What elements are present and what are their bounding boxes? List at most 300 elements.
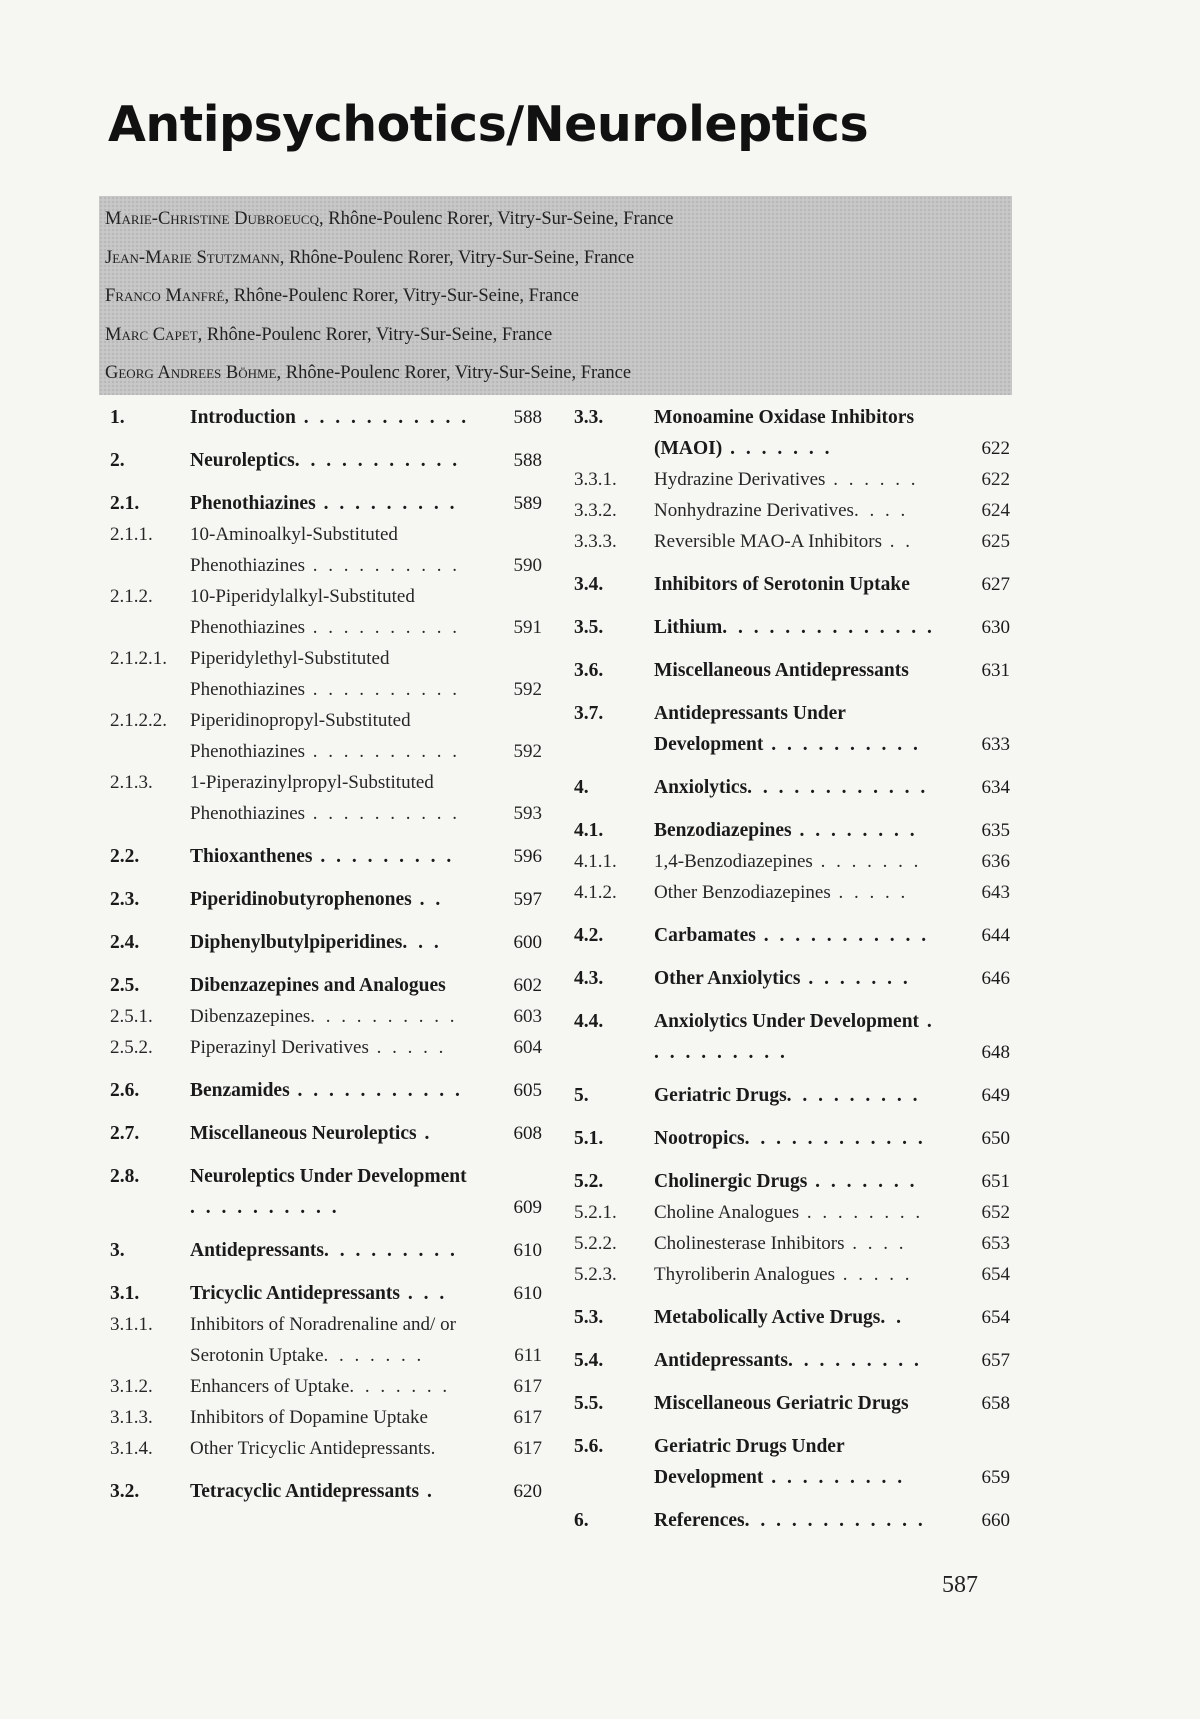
toc-entry-text: Other Tricyclic Antidepressants.	[190, 1438, 436, 1459]
toc-entry-page: 646	[981, 968, 1010, 989]
toc-entry-title	[654, 1302, 1010, 1333]
toc-entry	[574, 815, 1010, 846]
toc-entry-title	[190, 1001, 542, 1032]
toc-entry-text: Benzodiazepines	[654, 820, 792, 841]
toc-entry	[574, 1080, 1010, 1111]
toc-entry-text: Monoamine Oxidase Inhibitors (MAOI)	[654, 407, 915, 459]
toc-entry-title	[190, 767, 542, 829]
toc-leader-dots: . . . . . . . . . . .	[294, 450, 461, 471]
toc-entry-text: Anxiolytics Under Development	[654, 1011, 920, 1032]
toc-entry-number: 3.3.2.	[574, 500, 617, 521]
toc-entry-text: Geriatric Drugs Under Development	[654, 1436, 845, 1488]
toc-leader-dots: . . . .	[853, 500, 909, 521]
toc-leader-dots: . . . . . . . . . .	[310, 1006, 458, 1027]
toc-entry	[110, 1402, 542, 1433]
toc-entry-text: Piperazinyl Derivatives	[190, 1037, 369, 1058]
toc-entry-title	[654, 877, 1010, 908]
toc-entry-page: 651	[981, 1171, 1010, 1192]
toc-entry-title	[654, 963, 1010, 994]
toc-entry-title	[190, 1118, 542, 1149]
author-affiliation: , Rhône-Poulenc Rorer, Vitry-Sur-Seine, France	[319, 209, 674, 229]
toc-entry-text: Antidepressants	[190, 1240, 324, 1261]
toc-entry-number: 2.3.	[110, 889, 140, 910]
toc-leader-dots: . . . . . . . . . . . .	[744, 1128, 926, 1149]
toc-entry-title	[190, 705, 542, 767]
toc-entry-number: 3.5.	[574, 617, 604, 638]
author-name: Marc Capet	[105, 324, 198, 345]
toc-leader-dots: . . . . . . . . . .	[305, 617, 461, 638]
toc-entry-page: 652	[981, 1202, 1010, 1223]
toc-entry-text: Anxiolytics	[654, 777, 748, 798]
toc-entry	[574, 877, 1010, 908]
toc-entry-text: Inhibitors of Serotonin Uptake	[654, 574, 910, 595]
toc-entry-number: 2.1.2.	[110, 586, 153, 607]
toc-entry-page: 588	[513, 407, 542, 428]
toc-entry-text: Nonhydrazine Derivatives	[654, 500, 854, 521]
toc-entry	[574, 1197, 1010, 1228]
toc-leader-dots: . . . . . . . . . . . . . .	[722, 617, 935, 638]
toc-entry-text: Dibenzazepines	[190, 1006, 311, 1027]
toc-entry	[110, 767, 542, 829]
toc-entry-number: 5.6.	[574, 1436, 604, 1457]
toc-entry-number: 2.2.	[110, 846, 140, 867]
toc-entry-page: 610	[513, 1283, 542, 1304]
toc-entry-number: 2.	[110, 450, 125, 471]
toc-entry-number: 2.7.	[110, 1123, 140, 1144]
toc-entry-text: Inhibitors of Dopamine Uptake	[190, 1407, 428, 1428]
toc-entry-number: 3.7.	[574, 703, 604, 724]
toc-entry-page: 592	[513, 741, 542, 762]
toc-entry-title	[654, 846, 1010, 877]
toc-entry-text: Piperidylethyl-Substituted Phenothiazines	[190, 648, 390, 700]
author-line	[105, 244, 1012, 283]
toc-leader-dots: . . . . .	[830, 882, 909, 903]
toc-entry-page: 649	[981, 1085, 1010, 1106]
toc-entry-title	[654, 1006, 1010, 1068]
toc-leader-dots: . . . . . . . . . . . .	[744, 1510, 926, 1531]
toc-entry-page: 600	[513, 932, 542, 953]
toc-leader-dots: . . . . . . . . . .	[305, 555, 461, 576]
toc-entry	[574, 846, 1010, 877]
toc-leader-dots: . . . . . . . .	[799, 1202, 924, 1223]
toc-entry-title	[654, 1197, 1010, 1228]
toc-entry	[110, 1235, 542, 1266]
toc-entry-page: 627	[981, 574, 1010, 595]
toc-leader-dots: . . . . . . . . . .	[654, 1011, 935, 1063]
toc-leader-dots: . .	[880, 1307, 904, 1328]
toc-entry-number: 4.2.	[574, 925, 604, 946]
toc-entry	[110, 581, 542, 643]
toc-entry-title	[654, 612, 1010, 643]
toc-entry-page: 624	[981, 500, 1010, 521]
toc-entry	[574, 1228, 1010, 1259]
toc-entry-title	[654, 1259, 1010, 1290]
toc-entry-text: Other Benzodiazepines	[654, 882, 831, 903]
toc-entry	[574, 1431, 1010, 1493]
toc-entry	[110, 1278, 542, 1309]
toc-entry-text: Reversible MAO-A Inhibitors	[654, 531, 882, 552]
toc-entry-text: Carbamates	[654, 925, 756, 946]
author-name: Jean-Marie Stutzmann	[105, 247, 280, 268]
toc-entry-number: 5.3.	[574, 1307, 604, 1328]
toc-entry-page: 648	[981, 1042, 1010, 1063]
toc-leader-dots: . . . . . . . . . .	[305, 741, 461, 762]
toc-entry-page: 617	[513, 1438, 542, 1459]
toc-entry-text: Cholinergic Drugs	[654, 1171, 808, 1192]
toc-entry-number: 2.4.	[110, 932, 140, 953]
toc-entry-page: 660	[981, 1510, 1010, 1531]
toc-entry-number: 3.4.	[574, 574, 604, 595]
toc-entry-page: 654	[981, 1307, 1010, 1328]
toc-entry-text: Thioxanthenes	[190, 846, 313, 867]
toc-leader-dots: . . . . . .	[825, 469, 919, 490]
toc-leader-dots: . . . . . . . .	[791, 820, 918, 841]
toc-leader-dots: . . .	[402, 932, 442, 953]
toc-entry	[574, 772, 1010, 803]
toc-entry-title	[190, 1161, 542, 1223]
toc-leader-dots: . .	[881, 531, 913, 552]
toc-entry-title	[190, 1309, 542, 1371]
toc-entry-title	[654, 1166, 1010, 1197]
toc-entry-number: 2.5.1.	[110, 1006, 153, 1027]
toc-entry-text: Diphenylbutylpiperidines	[190, 932, 403, 953]
toc-entry-number: 5.2.3.	[574, 1264, 617, 1285]
toc-entry-number: 5.2.2.	[574, 1233, 617, 1254]
toc-entry-text: Metabolically Active Drugs	[654, 1307, 881, 1328]
toc-entry	[574, 963, 1010, 994]
toc-entry-title	[190, 1433, 542, 1464]
toc-entry-page: 657	[981, 1350, 1010, 1371]
toc-entry-text: Miscellaneous Geriatric Drugs	[654, 1393, 909, 1414]
toc-entry-number: 3.6.	[574, 660, 604, 681]
toc-entry-number: 3.2.	[110, 1481, 140, 1502]
toc-entry-page: 631	[981, 660, 1010, 681]
toc-entry-title	[190, 841, 542, 872]
toc-entry-page: 622	[981, 469, 1010, 490]
toc-entry-page: 593	[513, 803, 542, 824]
toc-entry-text: Choline Analogues	[654, 1202, 800, 1223]
toc-entry-text: Benzamides	[190, 1080, 290, 1101]
toc-entry-text: Inhibitors of Noradrenaline and/ or Serotonin Uptake	[190, 1314, 456, 1366]
toc-entry-number: 3.1.	[110, 1283, 140, 1304]
toc-entry-title	[190, 1235, 542, 1266]
toc-entry-page: 589	[513, 493, 542, 514]
toc-entry-page: 653	[981, 1233, 1010, 1254]
toc-entry	[574, 464, 1010, 495]
toc-entry-text: Tetracyclic Antidepressants	[190, 1481, 420, 1502]
author-affiliation: , Rhône-Poulenc Rorer, Vitry-Sur-Seine, France	[224, 286, 580, 306]
toc-entry-page: 659	[981, 1467, 1010, 1488]
toc-entry-number: 3.3.1.	[574, 469, 617, 490]
toc-entry-number: 1.	[110, 407, 125, 428]
toc-entry-page: 604	[513, 1037, 542, 1058]
toc-entry	[574, 655, 1010, 686]
author-name: Marie-Christine Dubroeucq	[105, 209, 319, 229]
author-affiliation: , Rhône-Poulenc Rorer, Vitry-Sur-Seine, France	[276, 363, 632, 383]
toc-entry	[110, 884, 542, 915]
toc-entry-text: 10-Aminoalkyl-Substituted Phenothiazines	[190, 524, 398, 576]
toc-entry-text: Antidepressants	[654, 1350, 788, 1371]
toc-entry-number: 3.	[110, 1240, 125, 1261]
toc-entry-page: 658	[981, 1393, 1010, 1414]
toc-entry-page: 635	[981, 820, 1010, 841]
toc-entry-title	[190, 643, 542, 705]
toc-entry-text: Tricyclic Antidepressants	[190, 1283, 400, 1304]
toc-entry	[110, 488, 542, 519]
toc-entry-number: 5.2.	[574, 1171, 604, 1192]
toc-entry-title	[190, 519, 542, 581]
toc-entry	[574, 1006, 1010, 1068]
toc-entry-title	[654, 655, 1010, 686]
toc-entry	[110, 1309, 542, 1371]
toc-leader-dots: . . . . . . .	[722, 438, 833, 459]
toc-entry	[574, 1388, 1010, 1419]
toc-entry-text: Lithium	[654, 617, 723, 638]
toc-entry-text: Miscellaneous Antidepressants	[654, 660, 909, 681]
toc-entry-text: Neuroleptics	[190, 450, 295, 471]
toc-left-column	[110, 402, 542, 1507]
toc-entry-number: 3.3.3.	[574, 531, 617, 552]
toc-entry-page: 611	[514, 1345, 542, 1366]
toc-entry-text: Piperidinopropyl-Substituted Phenothiazines	[190, 710, 411, 762]
toc-leader-dots: . . .	[399, 1283, 448, 1304]
toc-leader-dots: . . . . . . . . .	[763, 1467, 906, 1488]
toc-entry	[110, 1433, 542, 1464]
toc-entry-text: 10-Piperidylalkyl-Substituted Phenothiazines	[190, 586, 415, 638]
toc-entry-text: Miscellaneous Neuroleptics	[190, 1123, 417, 1144]
toc-leader-dots: . .	[411, 889, 444, 910]
toc-entry	[110, 705, 542, 767]
toc-entry-title	[654, 815, 1010, 846]
toc-leader-dots: . . . . . . .	[812, 851, 922, 872]
toc-entry-number: 5.5.	[574, 1393, 604, 1414]
toc-entry-title	[654, 526, 1010, 557]
toc-entry-title	[654, 464, 1010, 495]
toc-entry	[110, 1032, 542, 1063]
toc-entry-page: 625	[981, 531, 1010, 552]
toc-entry-text: Enhancers of Uptake	[190, 1376, 350, 1397]
toc-entry	[110, 643, 542, 705]
toc-entry-number: 2.5.2.	[110, 1037, 153, 1058]
toc-entry	[574, 402, 1010, 464]
toc-entry-title	[654, 1228, 1010, 1259]
toc-entry-page: 630	[981, 617, 1010, 638]
toc-entry-page: 617	[513, 1407, 542, 1428]
toc-entry-page: 634	[981, 777, 1010, 798]
toc-entry-text: 1,4-Benzodiazepines	[654, 851, 813, 872]
author-line	[105, 282, 1012, 321]
toc-entry-number: 4.1.2.	[574, 882, 617, 903]
toc-entry-number: 2.1.1.	[110, 524, 153, 545]
toc-entry-text: Thyroliberin Analogues	[654, 1264, 835, 1285]
toc-leader-dots: . . . . . . . . . .	[190, 1197, 340, 1218]
toc-entry-number: 2.1.3.	[110, 772, 153, 793]
toc-entry	[110, 1161, 542, 1223]
toc-leader-dots: . . . .	[844, 1233, 907, 1254]
toc-leader-dots: . . . . . . . . .	[786, 1085, 921, 1106]
toc-entry-text: Piperidinobutyrophenones	[190, 889, 412, 910]
toc-entry-page: 650	[981, 1128, 1010, 1149]
toc-entry-page: 620	[513, 1481, 542, 1502]
toc-leader-dots: . . . . . . . . .	[315, 493, 458, 514]
toc-entry-title	[654, 1080, 1010, 1111]
toc-entry-text: Dibenzazepines and Analogues	[190, 975, 446, 996]
toc-entry-number: 4.1.	[574, 820, 604, 841]
toc-entry-number: 3.3.	[574, 407, 604, 428]
toc-entry	[574, 920, 1010, 951]
toc-leader-dots: . . . . . . .	[323, 1345, 425, 1366]
toc-entry	[574, 495, 1010, 526]
toc-entry-title	[654, 1431, 1010, 1493]
toc-entry-number: 5.2.1.	[574, 1202, 617, 1223]
toc-leader-dots: . . . . . . . . . .	[305, 679, 461, 700]
toc-entry-title	[190, 970, 542, 1001]
toc-entry-page: 644	[981, 925, 1010, 946]
toc-entry-number: 5.	[574, 1085, 589, 1106]
toc-leader-dots: . . . . . . . . . . .	[289, 1080, 463, 1101]
toc-entry-number: 2.1.	[110, 493, 140, 514]
toc-leader-dots: .	[419, 1481, 435, 1502]
author-line	[105, 321, 1012, 360]
toc-leader-dots: . . . . . . . . .	[312, 846, 455, 867]
toc-entry-text: Nootropics	[654, 1128, 745, 1149]
toc-entry-page: 597	[513, 889, 542, 910]
toc-entry-page: 588	[513, 450, 542, 471]
toc-entry	[574, 1166, 1010, 1197]
toc-entry	[110, 1001, 542, 1032]
toc-entry-number: 5.4.	[574, 1350, 604, 1371]
toc-entry-page: 596	[513, 846, 542, 867]
toc-entry-title	[190, 445, 542, 476]
toc-entry-page: 633	[981, 734, 1010, 755]
toc-entry-text: 1-Piperazinylpropyl-Substituted Phenothiazines	[190, 772, 434, 824]
toc-entry-text: Cholinesterase Inhibitors	[654, 1233, 845, 1254]
toc-entry	[110, 927, 542, 958]
toc-entry	[574, 1302, 1010, 1333]
toc-entry	[110, 1371, 542, 1402]
author-affiliation: , Rhône-Poulenc Rorer, Vitry-Sur-Seine, France	[279, 247, 635, 268]
toc-entry-number: 4.	[574, 777, 589, 798]
toc-entry-page: 610	[513, 1240, 542, 1261]
page-number: 587	[942, 1572, 978, 1598]
toc-entry-number: 4.3.	[574, 968, 604, 989]
toc-leader-dots: . . . . . . . . . . . .	[747, 777, 929, 798]
toc-entry-title	[190, 1476, 542, 1507]
toc-entry-page: 636	[981, 851, 1010, 872]
toc-entry-page: 592	[513, 679, 542, 700]
toc-leader-dots: . . . . . . .	[800, 968, 911, 989]
toc-entry	[574, 526, 1010, 557]
toc-entry-page: 602	[513, 975, 542, 996]
toc-right-column	[574, 402, 1010, 1536]
author-affiliation: , Rhône-Poulenc Rorer, Vitry-Sur-Seine, France	[197, 324, 553, 345]
toc-entry-title	[654, 569, 1010, 600]
toc-leader-dots: . . . . . . . . . . .	[295, 407, 470, 428]
author-block	[99, 196, 1012, 395]
toc-leader-dots: .	[416, 1123, 433, 1144]
toc-entry-title	[654, 920, 1010, 951]
toc-entry-title	[654, 1505, 1010, 1536]
toc-entry-title	[190, 927, 542, 958]
toc-entry-title	[654, 402, 1010, 464]
toc-entry	[574, 569, 1010, 600]
toc-entry	[110, 402, 542, 433]
toc-entry-page: 591	[513, 617, 542, 638]
toc-entry-number: 2.6.	[110, 1080, 140, 1101]
toc-entry	[110, 1118, 542, 1149]
toc-leader-dots: . . . . . . .	[807, 1171, 918, 1192]
author-name: Georg Andrees Böhme	[105, 363, 277, 383]
toc-entry	[574, 612, 1010, 643]
toc-entry-page: 622	[981, 438, 1010, 459]
toc-entry-number: 3.1.4.	[110, 1438, 153, 1459]
toc-leader-dots: . . . . . . . . .	[788, 1350, 922, 1371]
toc-leader-dots: . . . . . . . . .	[324, 1240, 458, 1261]
toc-entry-title	[190, 884, 542, 915]
toc-entry-page: 605	[513, 1080, 542, 1101]
toc-leader-dots: . . . . .	[368, 1037, 447, 1058]
toc-entry-number: 4.4.	[574, 1011, 604, 1032]
toc-entry-title	[190, 402, 542, 433]
toc-leader-dots: . . . . . . . . . . .	[755, 925, 930, 946]
toc-entry-title	[654, 495, 1010, 526]
toc-leader-dots: . . . . . . .	[349, 1376, 451, 1397]
toc-entry-page: 590	[513, 555, 542, 576]
toc-entry-text: Hydrazine Derivatives	[654, 469, 826, 490]
toc-entry-text: Neuroleptics Under Development	[190, 1166, 467, 1187]
toc-entry	[110, 970, 542, 1001]
toc-entry-title	[190, 1402, 542, 1433]
toc-entry-text: Introduction	[190, 407, 296, 428]
toc-entry-number: 4.1.1.	[574, 851, 617, 872]
toc-entry-number: 2.5.	[110, 975, 140, 996]
toc-entry-page: 608	[513, 1123, 542, 1144]
toc-entry	[110, 1476, 542, 1507]
toc-entry-text: Phenothiazines	[190, 493, 316, 514]
toc-entry-title	[190, 488, 542, 519]
toc-leader-dots: . . . . .	[835, 1264, 913, 1285]
chapter-title: Antipsychotics/Neuroleptics	[108, 96, 869, 153]
toc-entry-number: 5.1.	[574, 1128, 604, 1149]
toc-entry-page: 617	[513, 1376, 542, 1397]
toc-entry-text: Geriatric Drugs	[654, 1085, 787, 1106]
toc-entry-text: Antidepressants Under Development	[654, 703, 846, 755]
toc-entry-page: 609	[513, 1197, 542, 1218]
toc-entry-page: 603	[513, 1006, 542, 1027]
toc-entry	[574, 698, 1010, 760]
toc-entry-number: 2.1.2.2.	[110, 710, 167, 731]
toc-entry	[110, 519, 542, 581]
toc-entry	[110, 841, 542, 872]
toc-entry-number: 3.1.2.	[110, 1376, 153, 1397]
toc-entry	[574, 1345, 1010, 1376]
toc-leader-dots: . . . . . . . . . .	[305, 803, 461, 824]
author-line	[105, 359, 1012, 398]
toc-entry	[110, 1075, 542, 1106]
toc-entry	[574, 1505, 1010, 1536]
toc-entry	[110, 445, 542, 476]
toc-entry-title	[654, 772, 1010, 803]
toc-entry-number: 3.1.3.	[110, 1407, 153, 1428]
toc-entry-page: 643	[981, 882, 1010, 903]
toc-entry-title	[190, 1371, 542, 1402]
toc-entry-title	[654, 1388, 1010, 1419]
toc-entry	[574, 1123, 1010, 1154]
toc-entry-number: 3.1.1.	[110, 1314, 153, 1335]
toc-entry-number: 2.8.	[110, 1166, 140, 1187]
toc-entry-number: 2.1.2.1.	[110, 648, 167, 669]
toc-entry-text: References	[654, 1510, 745, 1531]
